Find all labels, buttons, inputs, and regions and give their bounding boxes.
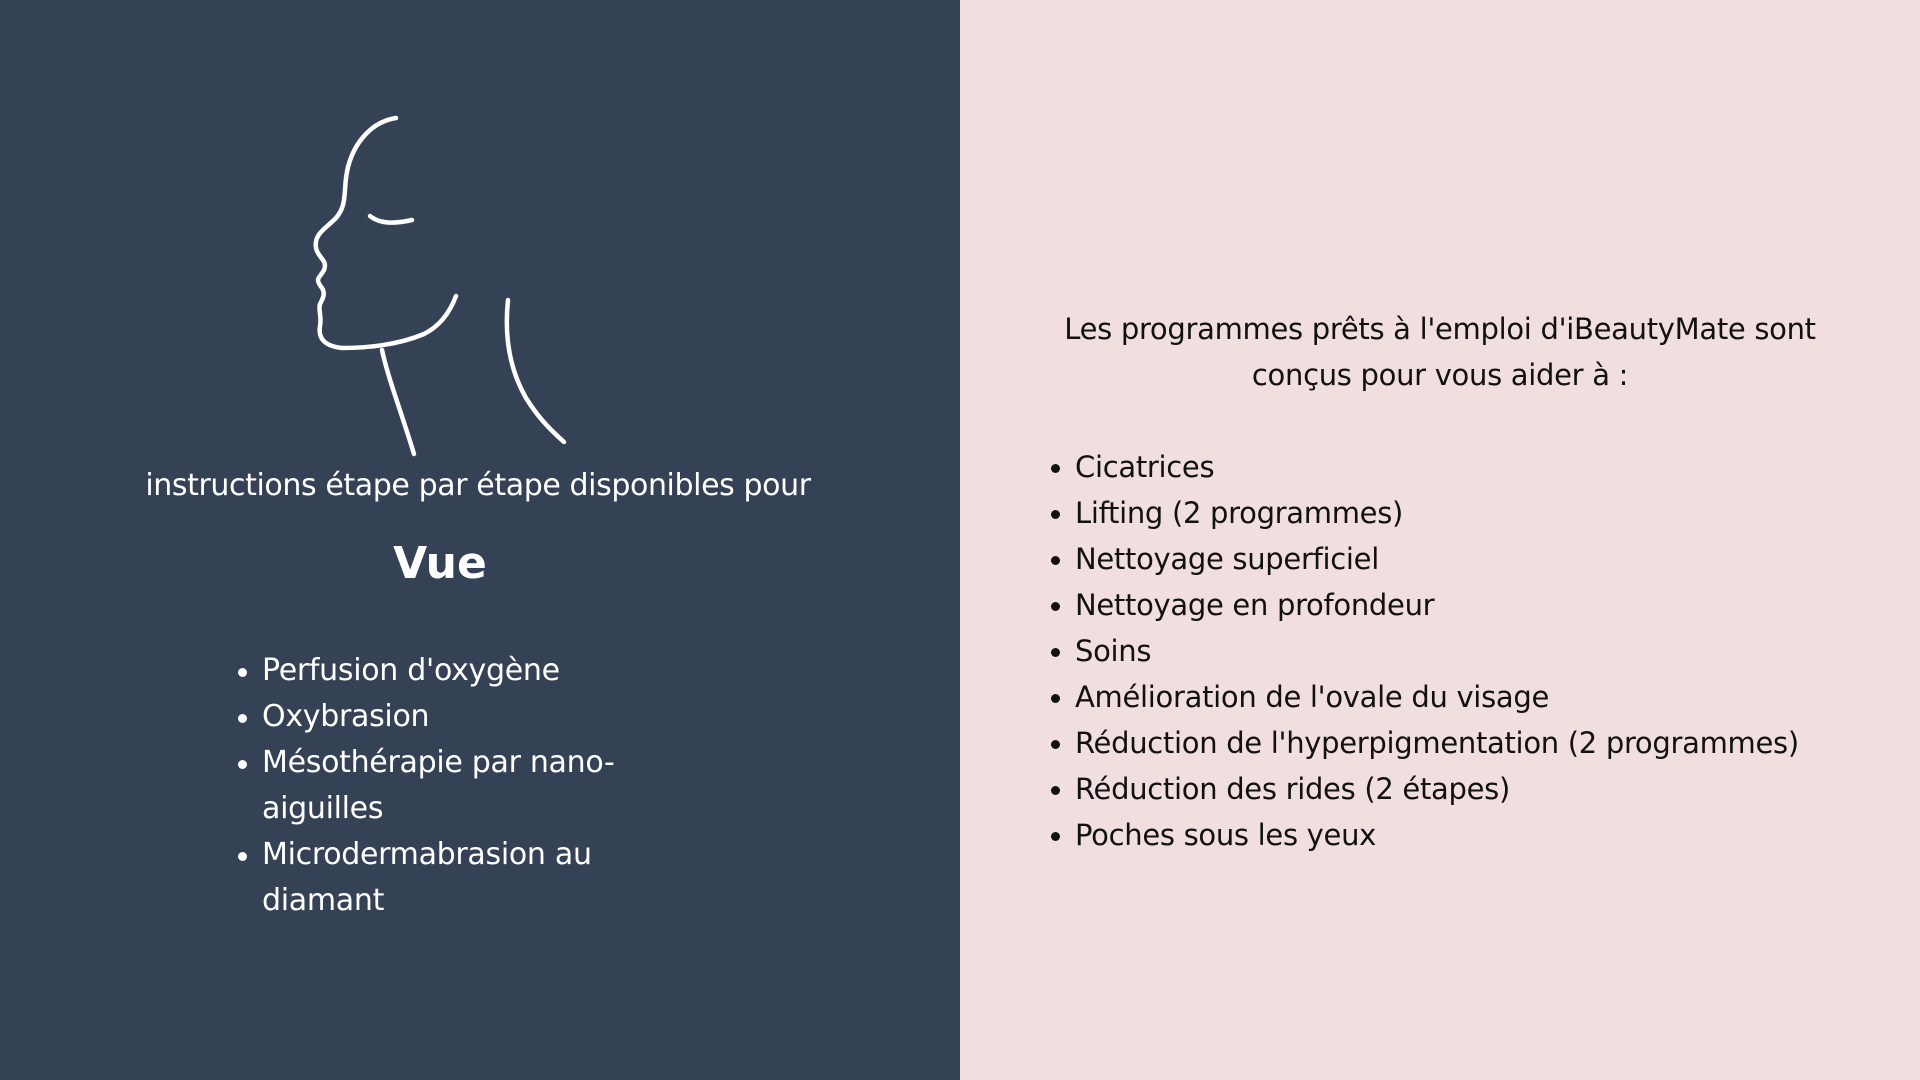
right-program-list — [1049, 444, 1909, 858]
list-item: Perfusion d'oxygène — [236, 648, 666, 694]
list-item: Nettoyage en profondeur — [1049, 582, 1909, 628]
list-item: Amélioration de l'ovale du visage — [1049, 674, 1909, 720]
right-intro-line-2: conçus pour vous aider à : — [1251, 358, 1629, 392]
list-item: Microdermabrasion au diamant — [236, 832, 666, 924]
left-subtitle: instructions étape par étape disponibles pour — [145, 468, 811, 503]
face-profile-line-art-icon — [300, 108, 580, 468]
left-treatment-list — [236, 648, 666, 924]
list-item: Réduction de l'hyperpigmentation (2 programmes) — [1049, 720, 1909, 766]
list-item: Oxybrasion — [236, 694, 666, 740]
list-item: Lifting (2 programmes) — [1049, 490, 1909, 536]
list-item: Poches sous les yeux — [1049, 812, 1909, 858]
list-item: Cicatrices — [1049, 444, 1909, 490]
list-item: Nettoyage superficiel — [1049, 536, 1909, 582]
list-item: Soins — [1049, 628, 1909, 674]
list-item: Réduction des rides (2 étapes) — [1049, 766, 1909, 812]
list-item: Mésothérapie par nano-aiguilles — [236, 740, 666, 832]
right-intro-text — [960, 306, 1920, 398]
right-intro-line-1: Les programmes prêts à l'emploi d'iBeautyMate sont — [1064, 312, 1816, 346]
left-heading: Vue — [393, 538, 487, 589]
